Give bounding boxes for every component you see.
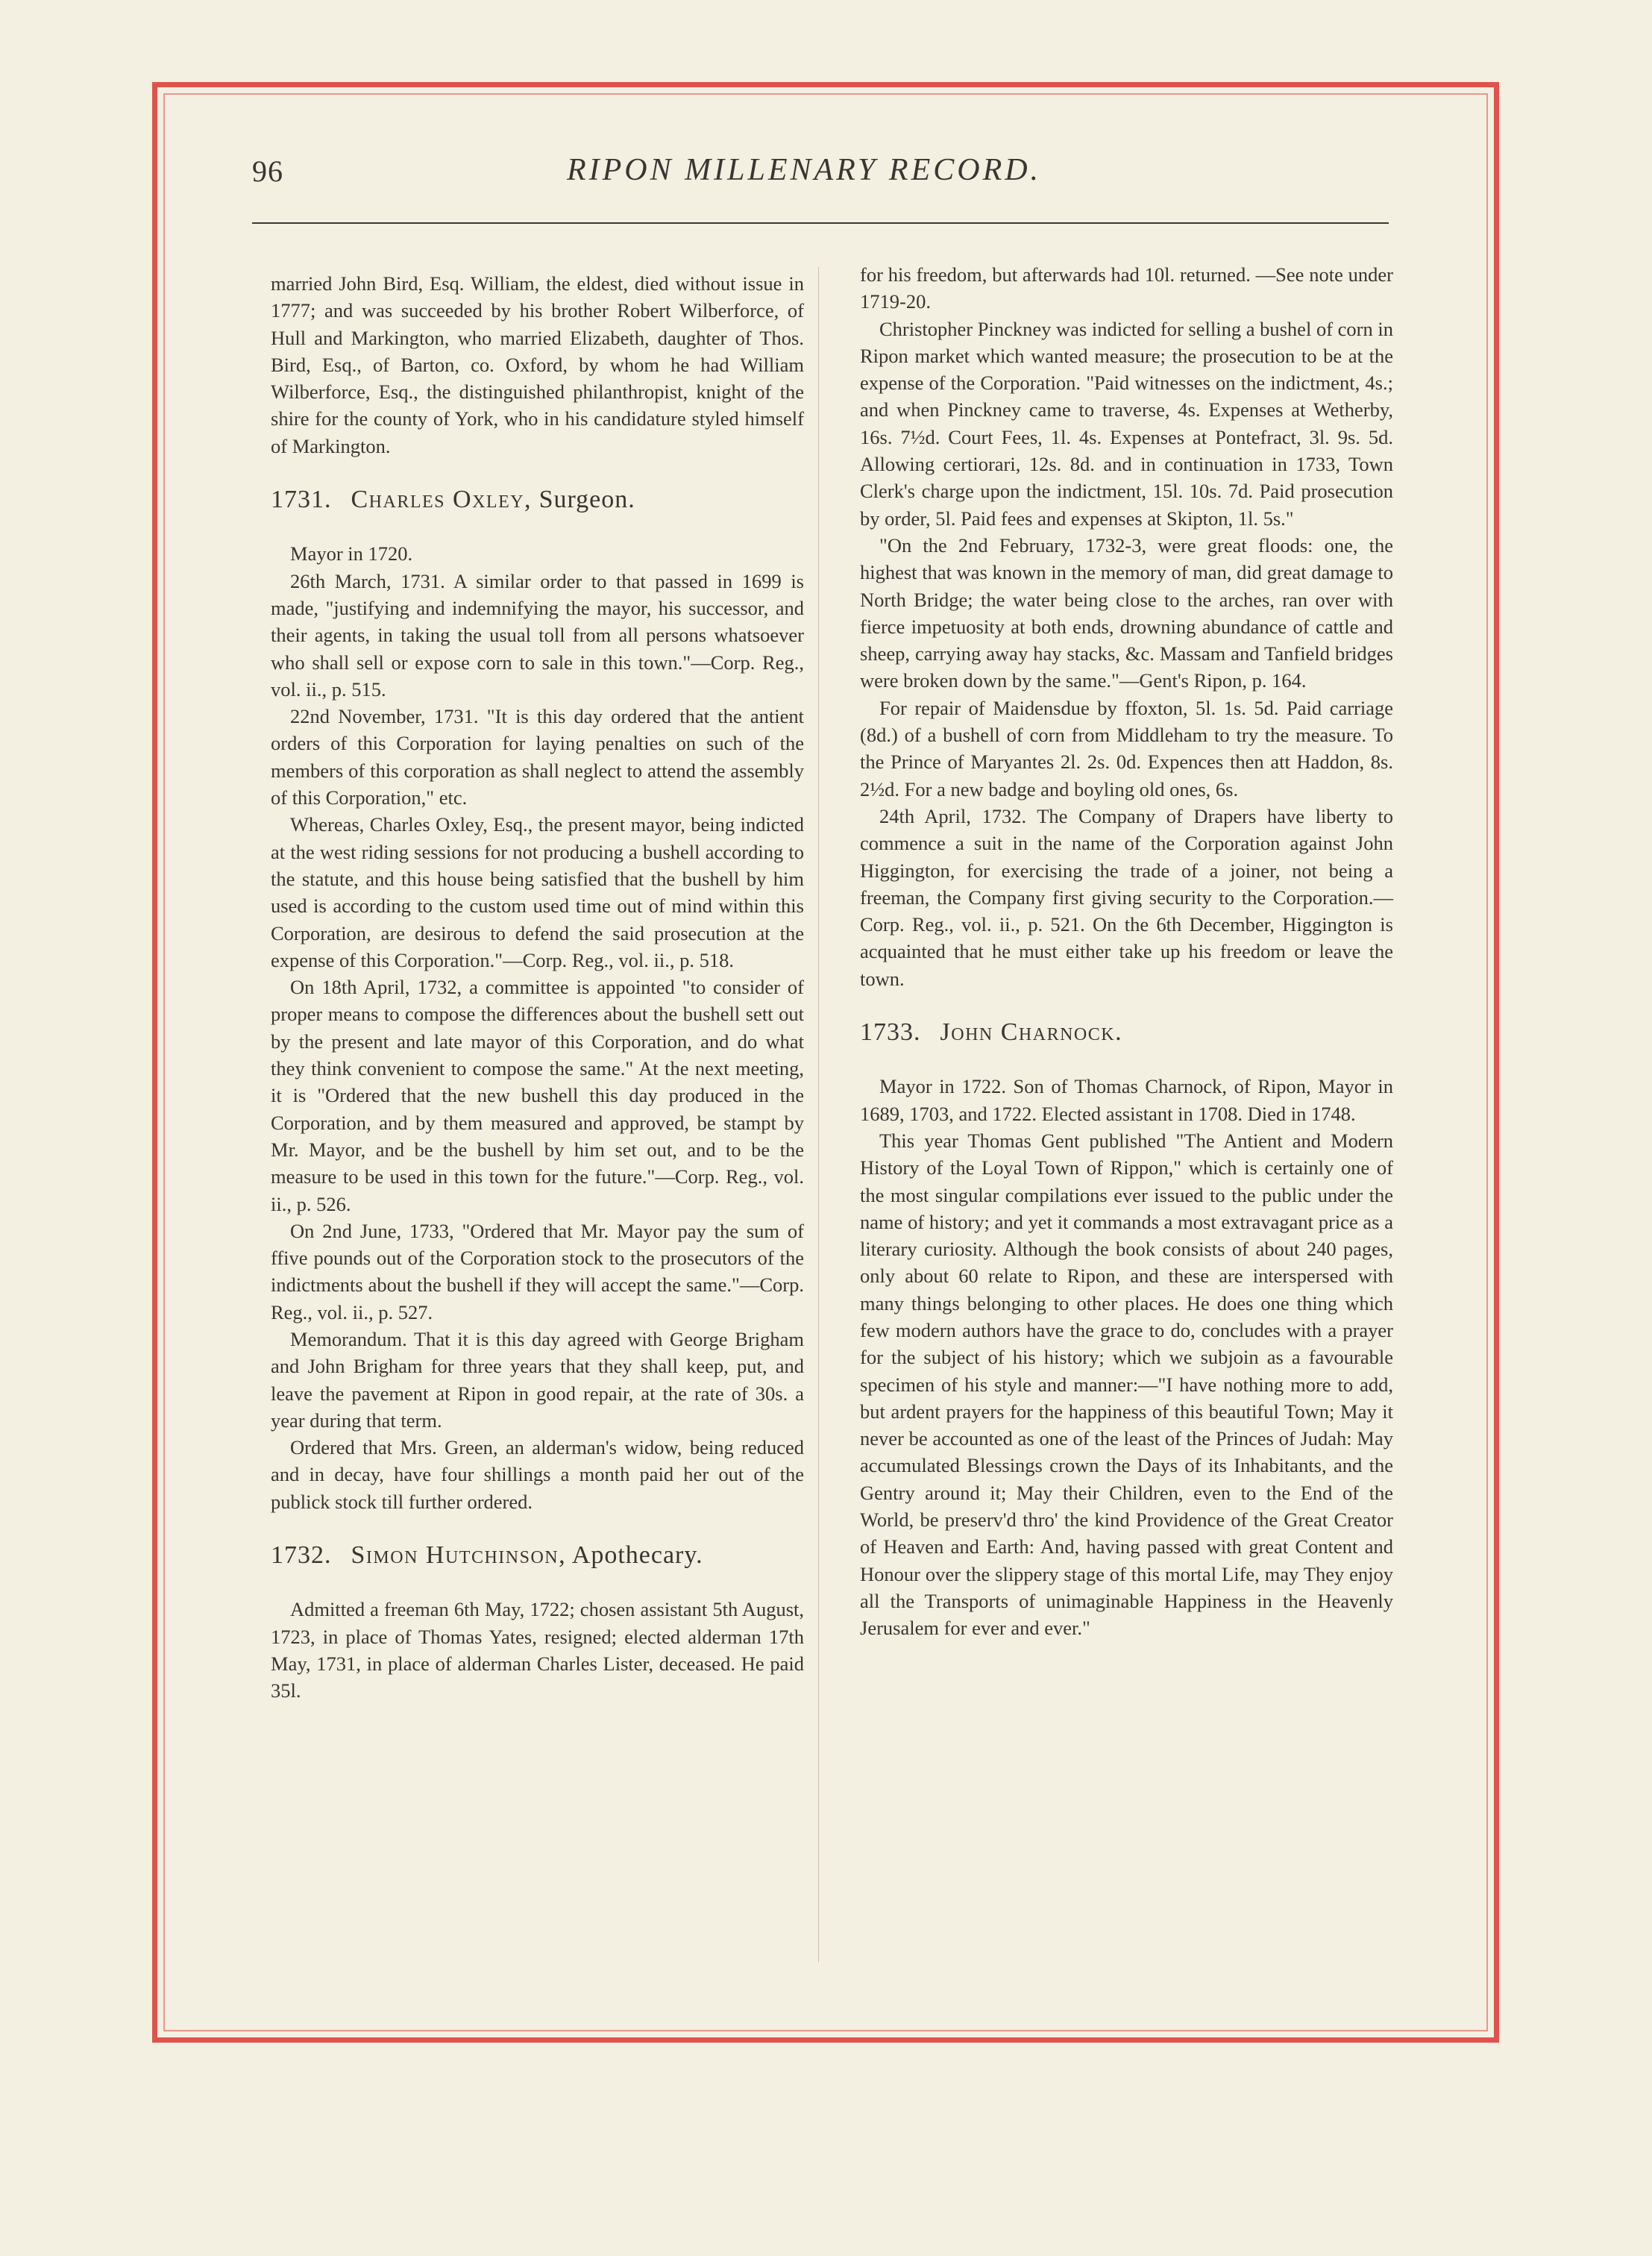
entry-name: John Charnock. xyxy=(940,1018,1123,1047)
entry-occupation: Apothecary. xyxy=(571,1541,703,1570)
paragraph: married John Bird, Esq. William, the eldest, died without issue in 1777; and was succeeded by his brother Robert Wilberforce, of Hull and Markington, who married Elizabeth, daughter of Thos. Bird, Esq., of Barton, co. Oxford, by whom he had William Wilberforce, Esq., the distinguished philanthropist, knight of the shire for the county of York, who in his candidature styled himself of Markington. xyxy=(271,272,804,457)
paragraph: 22nd November, 1731. "It is this day ordered that the antient orders of this Corporation for laying penalties on such of the members of this corporation as shall neglect to attend the assembly of this Corporation," etc. xyxy=(271,705,804,809)
paragraph: 24th April, 1732. The Company of Drapers have liberty to commence a suit in the name of the Corporation against John Higgington, for exercising the trade of a joiner, not being a freeman, the Company first giving security to the Corporation.—Corp. Reg., vol. ii., p. 521. On the 6th December, Higgington is acquainted that he must either take up his freedom or leave the town. xyxy=(860,804,1393,990)
entry-heading-1733 xyxy=(860,1019,1393,1046)
entry-year: 1733. xyxy=(860,1018,921,1047)
left-column xyxy=(271,270,804,1705)
paragraph: On 18th April, 1732, a committee is appointed "to consider of proper means to compose the differences about the bushell sett out by the present and late mayor of this Corporation, and do what they think convenient to compose the same." At the next meeting, it is "Ordered that the new bushell this day produced in the Corporation, and by them measured and approved, be stampt by Mr. Mayor, and be the bushell by him set out, and to be the measure to be used in this town for the future."—Corp. Reg., vol. ii., p. 526. xyxy=(271,976,804,1215)
paragraph: On 2nd June, 1733, "Ordered that Mr. Mayor pay the sum of ffive pounds out of the Corporation stock to the prosecutors of the indictments about the bushell if they will accept the same."—Corp. Reg., vol. ii., p. 527. xyxy=(271,1219,804,1323)
paragraph: Memorandum. That it is this day agreed with George Brigham and John Brigham for three years that they shall keep, put, and leave the pavement at Ripon in good repair, at the rate of 30s. a year during that term. xyxy=(271,1327,804,1432)
page-number: 96 xyxy=(252,154,283,188)
entry-heading-1732 xyxy=(271,1542,804,1569)
paragraph: Ordered that Mrs. Green, an alderman's widow, being reduced and in decay, have four shillings a month paid her out of the publick stock till further ordered. xyxy=(271,1436,804,1513)
paragraph: "On the 2nd February, 1732-3, were great floods: one, the highest that was known in the memory of man, did great damage to North Bridge; the water being close to the arches, ran over with fierce impetuosity at both ends, drowning abundance of cattle and sheep, carrying away hay stacks, &c. Massam and Tanfield bridges were broken down by the same."—Gent's Ripon, p. 164. xyxy=(860,533,1393,692)
column-divider xyxy=(818,267,819,1962)
entry-occupation: Surgeon. xyxy=(538,486,635,514)
entry-year: 1732. xyxy=(271,1541,332,1570)
paragraph: for his freedom, but afterwards had 10l. returned. —See note under 1719-20. xyxy=(860,263,1393,313)
paragraph: Mayor in 1720. xyxy=(290,542,413,565)
header-rule xyxy=(252,222,1389,224)
entry-name: Charles Oxley, xyxy=(351,486,533,514)
entry-year: 1731. xyxy=(271,486,332,514)
paragraph: For repair of Maidensdue by ffoxton, 5l. 1s. 5d. Paid carriage (8d.) of a bushell of corn from Middleham to try the measure. To the Prince of Maryantes 2l. 2s. 0d. Expences then att Haddon, 8s. 2½d. For a new badge and boyling old ones, 6s. xyxy=(860,696,1393,800)
paragraph: 26th March, 1731. A similar order to that passed in 1699 is made, "justifying and indemnifying the mayor, his successor, and their agents, in taking the usual toll from all persons whatsoever who shall sell or expose corn to sale in this town."—Corp. Reg., vol. ii., p. 515. xyxy=(271,569,804,701)
paragraph: Whereas, Charles Oxley, Esq., the present mayor, being indicted at the west riding sessions for not producing a bushell according to the statute, and this house being satisfied that the bushell by him used is according to the custom used time out of mind within this Corporation, are desirous to defend the said prosecution at the expense of this Corporation."—Corp. Reg., vol. ii., p. 518. xyxy=(271,813,804,971)
right-column xyxy=(860,261,1393,1642)
paragraph: Admitted a freeman 6th May, 1722; chosen assistant 5th August, 1723, in place of Thomas Yates, resigned; elected alderman 17th May, 1731, in place of alderman Charles Lister, deceased. He paid 35l. xyxy=(271,1598,804,1702)
paragraph: Mayor in 1722. Son of Thomas Charnock, of Ripon, Mayor in 1689, 1703, and 1722. Elected assistant in 1708. Died in 1748. xyxy=(860,1075,1393,1125)
entry-heading-1731 xyxy=(271,486,804,513)
paragraph: Christopher Pinckney was indicted for selling a bushel of corn in Ripon market which wanted measure; the prosecution to be at the expense of the Corporation. "Paid witnesses on the indictment, 4s.; and when Pinckney came to traverse, 4s. Expenses at Wetherby, 16s. 7½d. Court Fees, 1l. 4s. Expenses at Pontefract, 3l. 9s. 5d. Allowing certiorari, 12s. 8d. and in continuation in 1733, Town Clerk's charge upon the indictment, 15l. 10s. 7d. Paid prosecution by order, 5l. Paid fees and expenses at Skipton, 1l. 5s." xyxy=(860,317,1393,530)
paragraph: This year Thomas Gent published "The Antient and Modern History of the Loyal Town of Rippon," which is certainly one of the most singular compilations ever issued to the public under the name of history; and yet it commands a most extravagant price as a literary curiosity. Although the book consists of about 240 pages, only about 60 relate to Ripon, and these are interspersed with many things belonging to other places. He does one thing which few modern authors have the grace to do, concludes with a prayer for the subject of his history; which we subjoin as a favourable specimen of his style and manner:—"I have nothing more to add, but ardent prayers for the happiness of this beautiful Town; May it never be accounted as one of the least of the Princes of Judah: May accumulated Blessings crown the Days of its Inhabitants, and the Gentry around it; May their Children, even to the End of the World, be preserv'd thro' the kind Providence of the Great Creator of Heaven and Earth: And, having passed with great Content and Honour over the slippery stage of this mortal Life, may They enjoy all the Transports of unimaginable Happiness in the Heavenly Jerusalem for ever and ever." xyxy=(860,1129,1393,1640)
running-title: RIPON MILLENARY RECORD. xyxy=(567,153,1042,187)
entry-name: Simon Hutchinson, xyxy=(351,1541,567,1570)
